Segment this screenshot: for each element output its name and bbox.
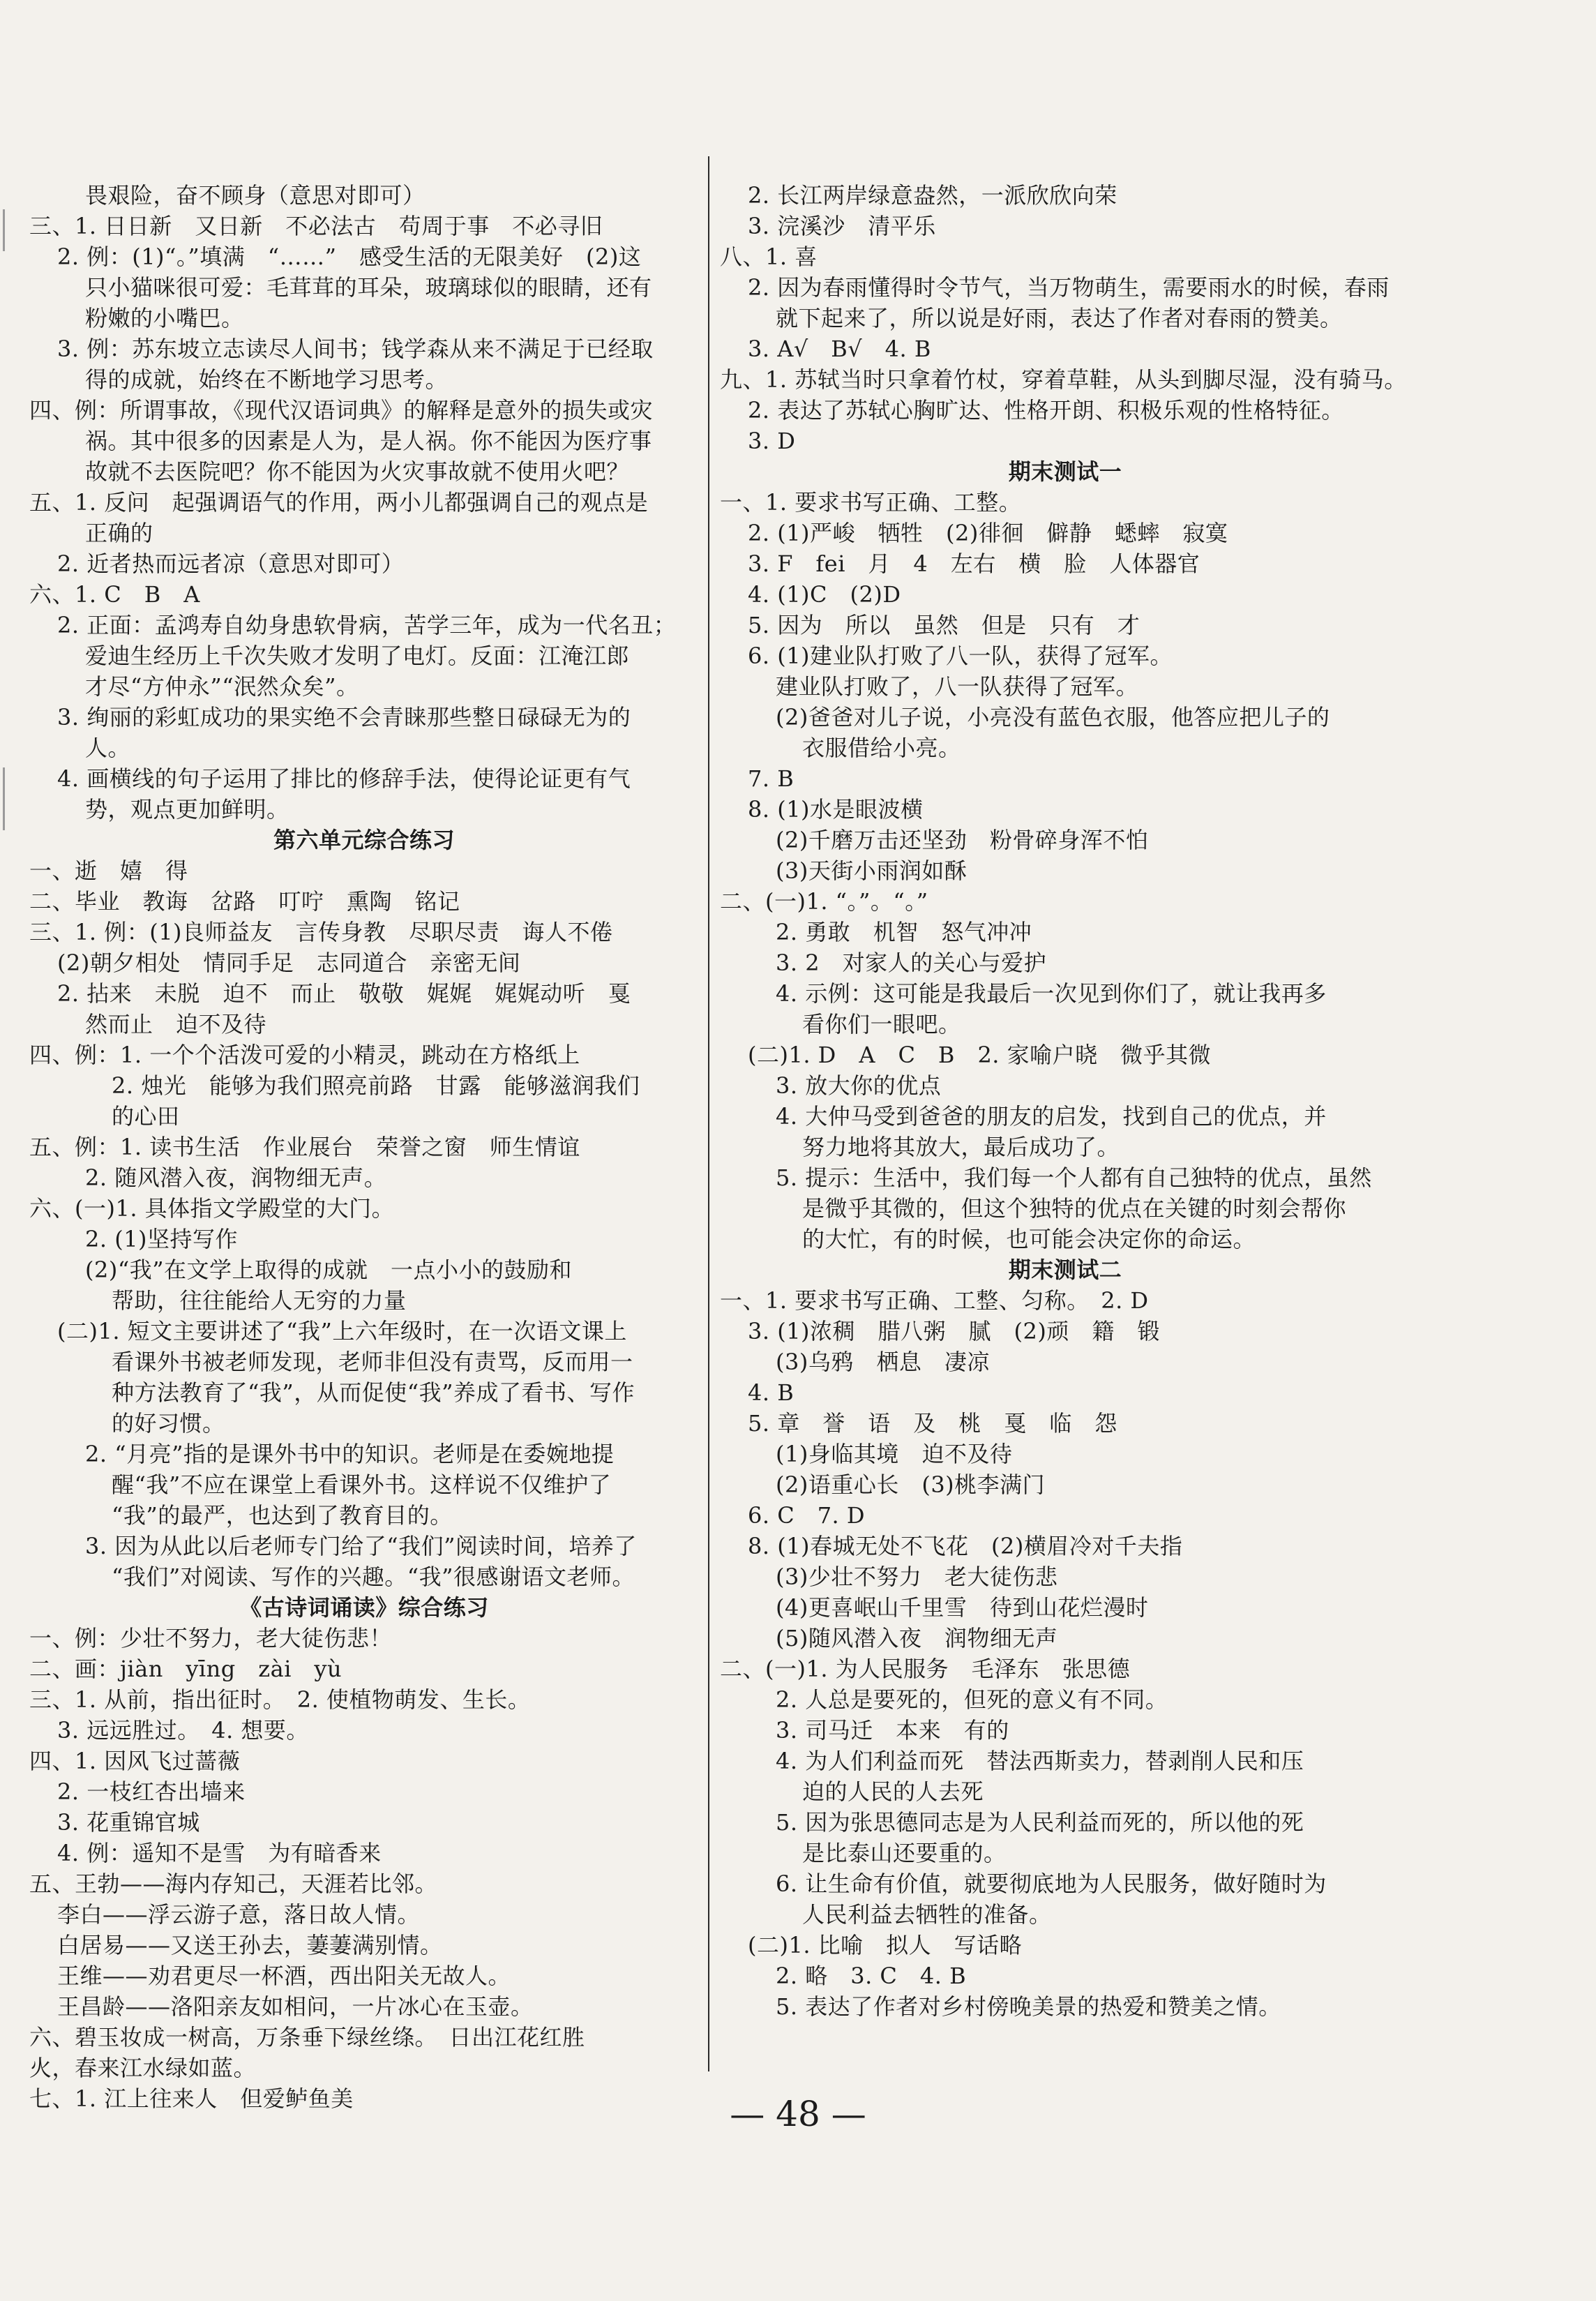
answer-line: (3)天街小雨润如酥	[776, 857, 968, 884]
answer-line: (二)1. D A C B 2. 家喻户晓 微乎其微	[748, 1042, 1212, 1068]
answer-line: 5. 因为张思德同志是为人民利益而死的，所以他的死	[776, 1809, 1304, 1836]
answer-line: 祸。其中很多的因素是人为，是人祸。你不能因为医疗事	[85, 428, 652, 454]
page-number: — 48 —	[730, 2094, 866, 2134]
answer-line: 的心田	[112, 1103, 180, 1130]
answer-line: 4. 例：遥知不是雪 为有暗香来	[57, 1840, 382, 1866]
answer-line: 5. 因为 所以 虽然 但是 只有 才	[748, 612, 1140, 638]
answer-line: (1)身临其境 迫不及待	[776, 1441, 1013, 1467]
answer-line: 看课外书被老师发现，老师非但没有责骂，反而用一	[112, 1349, 633, 1375]
answer-line: 帮助，往往能给人无穷的力量	[112, 1287, 407, 1314]
answer-line: (3)少壮不努力 老大徒伤悲	[776, 1564, 1058, 1590]
answer-line: 5. 章 誉 语 及 桃 戛 临 怨	[748, 1410, 1117, 1437]
answer-line: 2. 勇敢 机智 怒气冲冲	[776, 919, 1032, 945]
answer-line: 九、1. 苏轼当时只拿着竹杖，穿着草鞋，从头到脚尽湿，没有骑马。	[720, 366, 1407, 393]
answer-line: 3. D	[748, 428, 796, 454]
answer-line: 3. 2 对家人的关心与爱护	[776, 950, 1047, 976]
answer-line: 王昌龄——洛阳亲友如相问，一片冰心在玉壶。	[57, 1993, 534, 2020]
answer-line: 一、1. 要求书写正确、工整、匀称。 2. D	[720, 1287, 1149, 1314]
answer-line: 衣服借给小亮。	[802, 735, 961, 761]
answer-line: 2. 烛光 能够为我们照亮前路 甘露 能够滋润我们	[112, 1072, 640, 1099]
answer-line: 2. (1)严峻 牺牲 (2)徘徊 僻静 蟋蟀 寂寞	[748, 520, 1228, 546]
answer-line: 2. 略 3. C 4. B	[776, 1963, 967, 1989]
answer-line: 3. 浣溪沙 清平乐	[748, 213, 936, 239]
answer-line: 2. (1)坚持写作	[85, 1226, 239, 1252]
answer-line: 王维——劝君更尽一杯酒，西出阳关无故人。	[57, 1963, 511, 1989]
answer-line: 故就不去医院吧？你不能因为火灾事故就不使用火吧？	[85, 458, 630, 485]
answer-line: 6. C 7. D	[748, 1502, 866, 1529]
answer-line: 一、例：少壮不努力，老大徒伤悲！	[29, 1625, 393, 1651]
section-heading: 《古诗词诵读》综合练习	[239, 1594, 489, 1621]
answer-line: 8. (1)春城无处不飞花 (2)横眉冷对千夫指	[748, 1533, 1183, 1559]
answer-line: 5. 表达了作者对乡村傍晚美景的热爱和赞美之情。	[776, 1993, 1281, 2020]
answer-line: 3. 远远胜过。 4. 想要。	[57, 1717, 309, 1744]
answer-line: 6. (1)建业队打败了八一队，获得了冠军。	[748, 643, 1173, 669]
answer-line: (2)“我”在文学上取得的成就 一点小小的鼓励和	[85, 1257, 573, 1283]
answer-line: 才尽“方仲永”“泯然众矣”。	[85, 673, 359, 700]
answer-line: “我”的最严，也达到了教育目的。	[112, 1502, 453, 1529]
answer-line: 2. 随风潜入夜，润物细无声。	[85, 1164, 387, 1191]
answer-line: 3. A√ B√ 4. B	[748, 336, 931, 362]
answer-line: 五、1. 反问 起强调语气的作用，两小儿都强调自己的观点是	[29, 489, 649, 516]
answer-line: 就下起来了，所以说是好雨，表达了作者对春雨的赞美。	[776, 305, 1343, 331]
answer-line: 4. 为人们利益而死 替法西斯卖力，替剥削人民和压	[776, 1748, 1304, 1774]
answer-line: (二)1. 短文主要讲述了“我”上六年级时，在一次语文课上	[57, 1318, 627, 1344]
answer-line: 2. 长江两岸绿意盎然，一派欣欣向荣	[748, 182, 1117, 209]
answer-line: 迫的人民的人去死	[802, 1778, 984, 1805]
answer-line: 三、1. 从前，指出征时。 2. 使植物萌发、生长。	[29, 1686, 531, 1713]
answer-line: 爱迪生经历上千次失败才发明了电灯。反面：江淹江郎	[85, 643, 630, 669]
section-heading: 期末测试二	[1008, 1257, 1122, 1283]
answer-line: 四、1. 因风飞过蔷薇	[29, 1748, 241, 1774]
answer-line: 醒“我”不应在课堂上看课外书。这样说不仅维护了	[112, 1471, 612, 1498]
answer-line: 8. (1)水是眼波横	[748, 796, 924, 823]
answer-line: 一、逝 嬉 得	[29, 857, 188, 884]
answer-line: 的好习惯。	[112, 1410, 225, 1437]
answer-line: 3. 例：苏东坡立志读尽人间书；钱学森从来不满足于已经取	[57, 336, 654, 362]
answer-line: 3. 放大你的优点	[776, 1072, 942, 1099]
answer-line: 四、例：1. 一个个活泼可爱的小精灵，跳动在方格纸上	[29, 1042, 580, 1068]
answer-line: (5)随风潜入夜 润物细无声	[776, 1625, 1058, 1651]
answer-line: 3. 因为从此以后老师专门给了“我们”阅读时间，培养了	[85, 1533, 637, 1559]
answer-line: 一、1. 要求书写正确、工整。	[720, 489, 1022, 516]
answer-line: 二、毕业 教诲 岔路 叮咛 熏陶 铭记	[29, 888, 460, 915]
answer-line: 的大忙，有的时候，也可能会决定你的命运。	[802, 1226, 1256, 1252]
answer-line: 4. 大仲马受到爸爸的朋友的启发，找到自己的优点，并	[776, 1103, 1327, 1130]
answer-line: (2)朝夕相处 情同手足 志同道合 亲密无间	[57, 950, 521, 976]
answer-line: (二)1. 比喻 拟人 写话略	[748, 1932, 1023, 1958]
answer-line: 二、(一)1. “。”。“。”	[720, 888, 928, 915]
answer-line: 3. 花重锦官城	[57, 1809, 200, 1836]
right-column	[720, 180, 1410, 2022]
answer-line: 畏艰险，奋不顾身（意思对即可）	[85, 182, 426, 209]
answer-line: 二、画：jiàn yīng zài yù	[29, 1656, 342, 1682]
answer-line: 2. “月亮”指的是课外书中的知识。老师是在委婉地提	[85, 1441, 615, 1467]
section-heading: 期末测试一	[1008, 458, 1122, 485]
answer-line: 势，观点更加鲜明。	[85, 796, 289, 823]
answer-line: 七、1. 江上往来人 但爱鲈鱼美	[29, 2085, 354, 2112]
answer-line: 5. 提示：生活中，我们每一个人都有自己独特的优点，虽然	[776, 1164, 1372, 1191]
answer-line: 6. 让生命有价值，就要彻底地为人民服务，做好随时为	[776, 1871, 1327, 1897]
answer-line: 五、例：1. 读书生活 作业展台 荣誉之窗 师生情谊	[29, 1134, 580, 1160]
answer-line: 二、(一)1. 为人民服务 毛泽东 张思德	[720, 1656, 1131, 1682]
answer-line: 4. 画横线的句子运用了排比的修辞手法，使得论证更有气	[57, 765, 631, 792]
answer-line: 7. B	[748, 765, 795, 792]
answer-line: 得的成就，始终在不断地学习思考。	[85, 366, 449, 393]
answer-line: 4. B	[748, 1379, 795, 1406]
answer-line: 六、(一)1. 具体指文学殿堂的大门。	[29, 1195, 395, 1222]
answer-line: 2. 正面：孟鸿寿自幼身患软骨病，苦学三年，成为一代名丑；	[57, 612, 677, 638]
answer-line: 四、例：所谓事故，《现代汉语词典》的解释是意外的损失或灾	[29, 397, 654, 424]
answer-line: 然而止 迫不及待	[85, 1011, 267, 1037]
answer-line: 3. (1)浓稠 腊八粥 腻 (2)顽 籍 锻	[748, 1318, 1160, 1344]
answer-line: 三、1. 日日新 又日新 不必法古 苟周于事 不必寻旧	[29, 213, 603, 239]
answer-line: (2)爸爸对儿子说，小亮没有蓝色衣服，他答应把儿子的	[776, 704, 1330, 730]
answer-line: 种方法教育了“我”，从而促使“我”养成了看书、写作	[112, 1379, 635, 1406]
answer-line: “我们”对阅读、写作的兴趣。“我”很感谢语文老师。	[112, 1564, 635, 1590]
answer-line: 3. F fei 月 4 左右 横 脸 人体器官	[748, 550, 1200, 577]
answer-line: 2. 例：(1)“。”填满 “……” 感受生活的无限美好 (2)这	[57, 243, 642, 270]
answer-line: 3. 绚丽的彩虹成功的果实绝不会青睐那些整日碌碌无为的	[57, 704, 631, 730]
answer-line: (2)语重心长 (3)桃李满门	[776, 1471, 1046, 1498]
answer-line: 2. 因为春雨懂得时令节气，当万物萌生，需要雨水的时候，春雨	[748, 274, 1390, 301]
answer-line: 2. 人总是要死的，但死的意义有不同。	[776, 1686, 1168, 1713]
answer-line: (4)更喜岷山千里雪 待到山花烂漫时	[776, 1594, 1149, 1621]
answer-line: (3)乌鸦 栖息 凄凉	[776, 1349, 990, 1375]
answer-line: 六、1. C B A	[29, 581, 200, 608]
answer-line: 白居易——又送王孙去，萋萋满别情。	[57, 1932, 443, 1958]
answer-line: 看你们一眼吧。	[802, 1011, 961, 1037]
answer-line: 只小猫咪很可爱：毛茸茸的耳朵，玻璃球似的眼睛，还有	[85, 274, 652, 301]
answer-line: 三、1. 例：(1)良师益友 言传身教 尽职尽责 诲人不倦	[29, 919, 613, 945]
answer-line: 2. 表达了苏轼心胸旷达、性格开朗、积极乐观的性格特征。	[748, 397, 1344, 424]
answer-line: 是微乎其微的，但这个独特的优点在关键的时刻会帮你	[802, 1195, 1347, 1222]
answer-line: 2. 拈来 未脱 迫不 而止 敬敬 娓娓 娓娓动听 戛	[57, 980, 631, 1007]
answer-line: 2. 近者热而远者凉（意思对即可）	[57, 550, 405, 577]
answer-line: 火，春来江水绿如蓝。	[29, 2055, 257, 2081]
column-divider	[708, 156, 709, 2071]
answer-line: 4. (1)C (2)D	[748, 581, 901, 608]
answer-line: 4. 示例：这可能是我最后一次见到你们了，就让我再多	[776, 980, 1327, 1007]
answer-line: 粉嫩的小嘴巴。	[85, 305, 244, 331]
answer-line: 人。	[85, 735, 131, 761]
answer-line: 李白——浮云游子意，落日故人情。	[57, 1901, 421, 1928]
answer-line: (2)千磨万击还坚劲 粉骨碎身浑不怕	[776, 827, 1149, 853]
answer-line: 努力地将其放大，最后成功了。	[802, 1134, 1120, 1160]
left-column	[29, 180, 699, 2114]
answer-line: 2. 一枝红杏出墙来	[57, 1778, 246, 1805]
answer-line: 正确的	[85, 520, 153, 546]
scan-edge-mark	[3, 767, 5, 830]
answer-line: 建业队打败了，八一队获得了冠军。	[776, 673, 1139, 700]
answer-line: 3. 司马迁 本来 有的	[776, 1717, 1009, 1744]
answer-line: 人民利益去牺牲的准备。	[802, 1901, 1052, 1928]
scan-edge-mark	[3, 209, 5, 251]
section-heading: 第六单元综合练习	[273, 827, 455, 853]
answer-line: 六、碧玉妆成一树高，万条垂下绿丝绦。 日出江花红胜	[29, 2024, 585, 2051]
answer-line: 五、王勃——海内存知己，天涯若比邻。	[29, 1871, 438, 1897]
answer-line: 八、1. 喜	[720, 243, 818, 270]
answer-line: 是比泰山还要重的。	[802, 1840, 1007, 1866]
